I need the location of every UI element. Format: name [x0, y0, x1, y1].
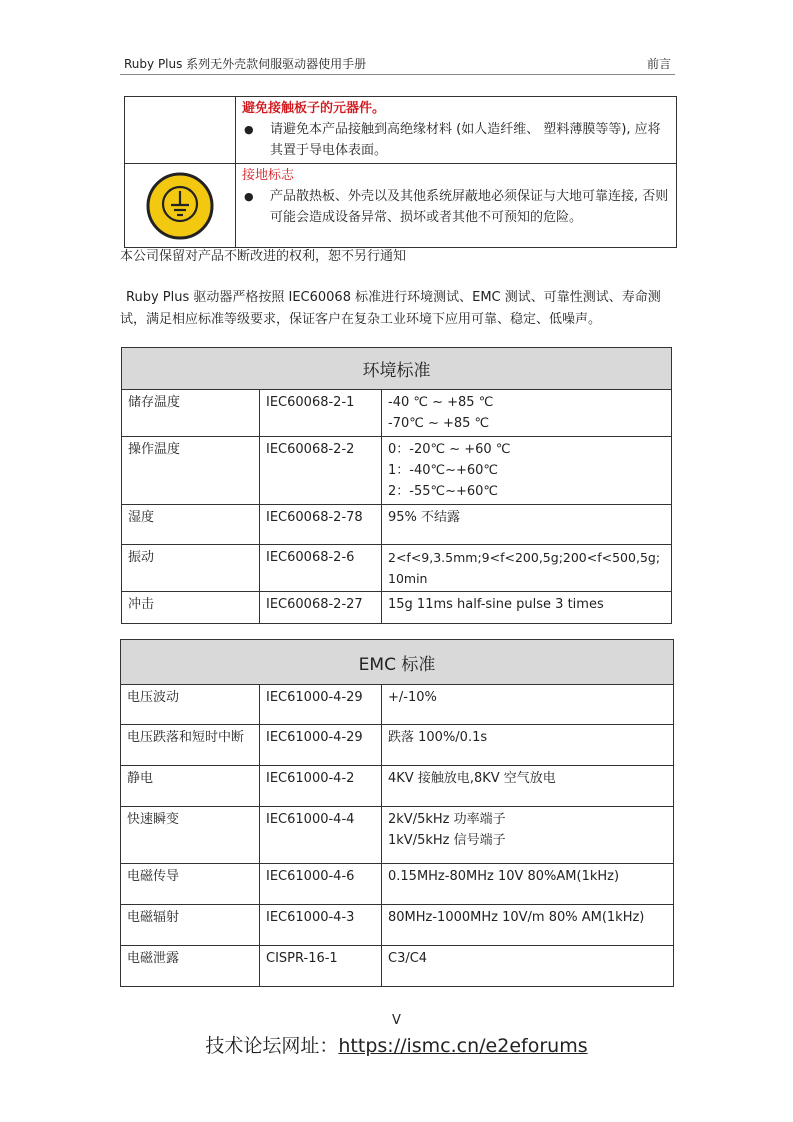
warning-text-cell	[236, 164, 677, 248]
requirement-cell	[382, 807, 674, 864]
item-cell: 湿度	[122, 505, 260, 545]
requirement-line: 80MHz-1000MHz 10V/m 80% AM(1kHz)	[388, 910, 645, 925]
warning-table	[124, 96, 677, 248]
requirement-line: 0.15MHz-80MHz 10V 80%AM(1kHz)	[388, 869, 620, 884]
warning-text-cell	[236, 97, 677, 164]
standard-cell: IEC61000-4-6	[260, 864, 382, 905]
rights-note: 本公司保留对产品不断改进的权利，恕不另行通知	[120, 249, 407, 264]
table-row	[122, 592, 672, 624]
standard-cell: IEC60068-2-78	[260, 505, 382, 545]
manual-title: Ruby Plus 系列无外壳款伺服驱动器使用手册	[124, 57, 367, 71]
requirement-line: 2：-55℃~+60℃	[388, 484, 499, 499]
item-cell: 操作温度	[122, 437, 260, 505]
requirement-cell	[382, 725, 674, 766]
requirement-line: 2<f<9,3.5mm;9<f<200,5g;200<f<500,5g;	[388, 550, 661, 565]
table-title: 环境标准	[122, 348, 672, 390]
warning-icon-cell	[125, 164, 236, 248]
table-row	[121, 766, 674, 807]
warning-title: 避免接触板子的元器件。	[242, 101, 386, 116]
requirement-line: 2kV/5kHz 功率端子	[388, 812, 506, 827]
table-row	[121, 946, 674, 987]
requirement-line: -70℃ ~ +85 ℃	[388, 416, 490, 431]
warning-icon-cell-empty	[125, 97, 236, 164]
requirement-cell	[382, 946, 674, 987]
item-cell: 电磁辐射	[121, 905, 260, 946]
requirement-line: 跌落 100%/0.1s	[388, 730, 488, 745]
standard-cell: IEC60068-2-1	[260, 390, 382, 437]
standard-cell: IEC61000-4-29	[260, 685, 382, 725]
requirement-line: 0：-20℃ ~ +60 ℃	[388, 442, 511, 457]
item-cell: 冲击	[122, 592, 260, 624]
item-cell: 电压跌落和短时中断	[121, 725, 260, 766]
table-row	[121, 807, 674, 864]
item-cell: 电压波动	[121, 685, 260, 725]
page-header	[120, 56, 675, 75]
standard-cell: IEC61000-4-2	[260, 766, 382, 807]
requirement-cell	[382, 437, 672, 505]
item-cell: 电磁泄露	[121, 946, 260, 987]
requirement-line: +/-10%	[388, 690, 437, 705]
requirement-line: 15g 11ms half-sine pulse 3 times	[388, 597, 604, 612]
item-cell: 振动	[122, 545, 260, 592]
emc-standards-table	[120, 639, 674, 987]
standard-cell: IEC60068-2-6	[260, 545, 382, 592]
intro-paragraph: Ruby Plus 驱动器严格按照 IEC60068 标准进行环境测试、EMC 测试、可靠性测试、寿命测试，满足相应标准等级要求，保证客户在复杂工业环境下应用可靠、稳定、低噪声。	[120, 290, 661, 327]
warning-row-ground	[125, 164, 677, 248]
item-cell: 静电	[121, 766, 260, 807]
ground-icon	[145, 171, 215, 241]
table-row	[121, 725, 674, 766]
forum-line	[0, 1031, 793, 1058]
requirement-line: 1：-40℃~+60℃	[388, 463, 499, 478]
requirement-cell	[382, 905, 674, 946]
requirement-cell	[382, 864, 674, 905]
requirement-line: 10min	[388, 571, 428, 586]
forum-label: 技术论坛网址：	[205, 1035, 339, 1057]
standard-cell: IEC61000-4-3	[260, 905, 382, 946]
table-title: EMC 标准	[121, 640, 674, 685]
requirement-cell	[382, 545, 672, 592]
requirement-line: 1kV/5kHz 信号端子	[388, 833, 506, 848]
standard-cell: IEC60068-2-27	[260, 592, 382, 624]
table-row	[122, 390, 672, 437]
requirement-cell	[382, 390, 672, 437]
forum-link[interactable]: https://ismc.cn/e2eforums	[338, 1035, 588, 1057]
table-row	[122, 437, 672, 505]
requirement-line: C3/C4	[388, 951, 428, 966]
section-name: 前言	[646, 57, 671, 71]
warning-row-static	[125, 97, 677, 164]
environment-standards-table	[121, 347, 672, 624]
table-row	[121, 905, 674, 946]
requirement-cell	[382, 592, 672, 624]
table-row	[121, 864, 674, 905]
requirement-cell	[382, 505, 672, 545]
page-number: V	[392, 1013, 401, 1028]
requirement-line: -40 ℃ ~ +85 ℃	[388, 395, 494, 410]
item-cell: 快速瞬变	[121, 807, 260, 864]
standard-cell: CISPR-16-1	[260, 946, 382, 987]
warning-bullet: ● 产品散热板、外壳以及其他系统屏蔽地必须保证与大地可靠连接, 否则可能会造成设备异常、损坏或者其他不可预知的危险。	[242, 186, 670, 228]
requirement-cell	[382, 766, 674, 807]
warning-bullet: ● 请避免本产品接触到高绝缘材料 (如人造纤维、 塑料薄膜等等), 应将其置于导电体表面。	[242, 119, 670, 161]
item-cell: 储存温度	[122, 390, 260, 437]
requirement-cell	[382, 685, 674, 725]
table-row	[122, 545, 672, 592]
item-cell: 电磁传导	[121, 864, 260, 905]
warning-title: 接地标志	[242, 168, 295, 183]
requirement-line: 4KV 接触放电,8KV 空气放电	[388, 771, 556, 786]
standard-cell: IEC60068-2-2	[260, 437, 382, 505]
requirement-line: 95% 不结露	[388, 510, 461, 525]
standard-cell: IEC61000-4-4	[260, 807, 382, 864]
table-row	[122, 505, 672, 545]
table-row	[121, 685, 674, 725]
standard-cell: IEC61000-4-29	[260, 725, 382, 766]
